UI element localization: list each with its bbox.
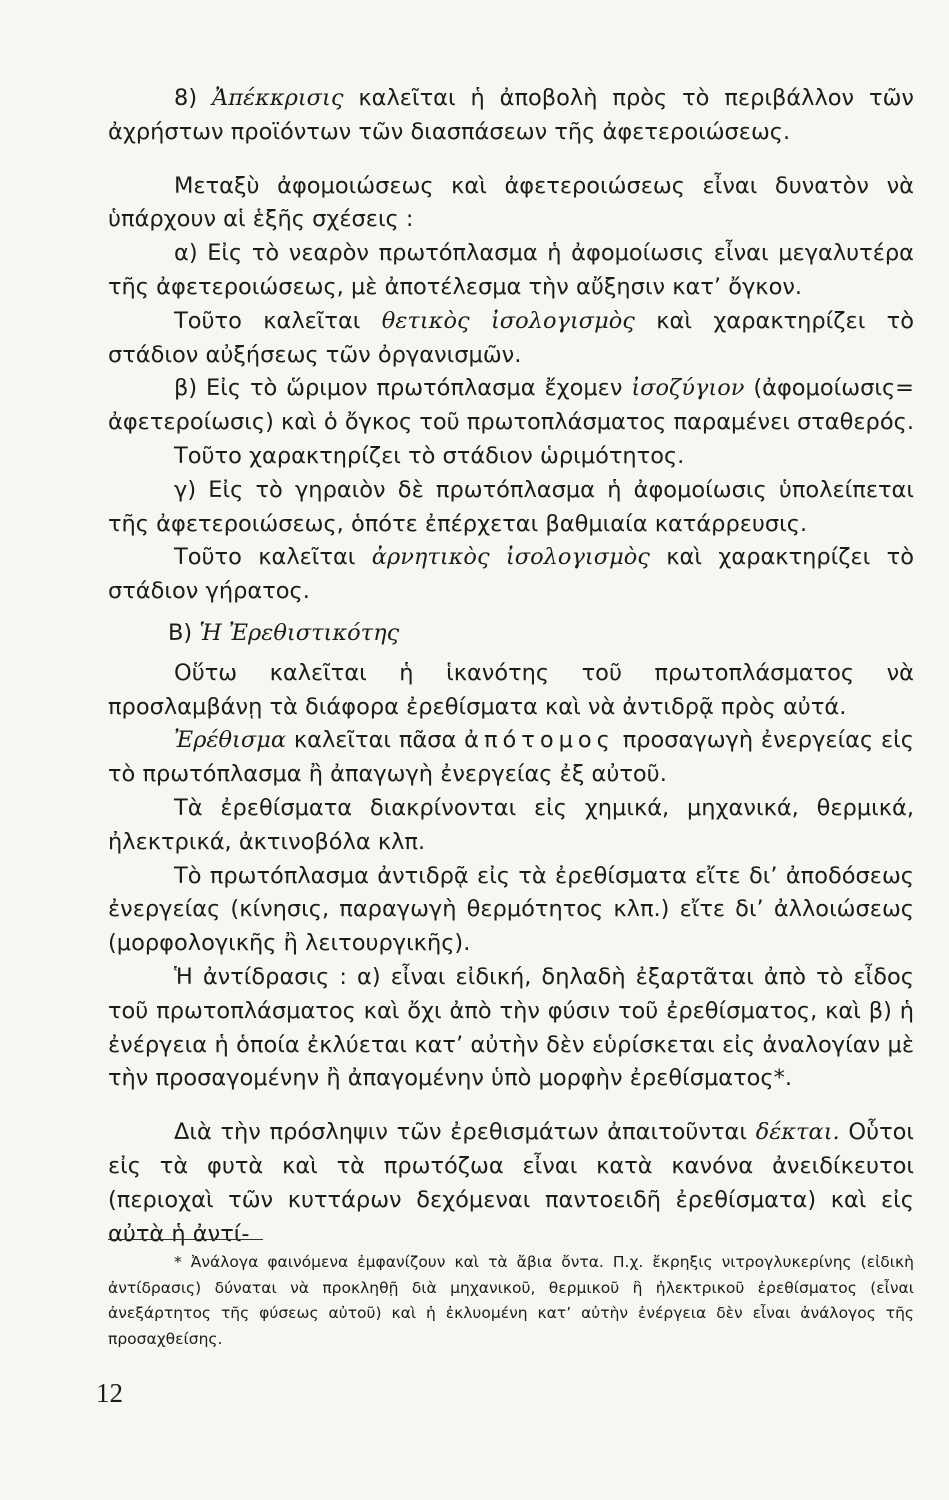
paragraph-response: Τὸ πρωτόπλασμα ἀντιδρᾷ εἰς τὰ ἐρεθίσματα εἴτε δι’ ἀποδόσεως ἐνεργείας (κίνησις, παραγωγὴ θερμότητος κλπ.) εἴτε δι’ ἀλλοιώσεως (μορφολογικῆς ἢ λειτουργικῆς). bbox=[108, 862, 914, 957]
main-text bbox=[108, 82, 914, 1251]
page-number: 12 bbox=[96, 1378, 123, 1408]
item-marker: 8) bbox=[174, 85, 198, 111]
paragraph-positive-balance: Τοῦτο καλεῖται θετικὸς ἰσολογισμὸς καὶ χαρακτηρίζει τὸ στάδιον αὐξήσεως τῶν ὀργανισμῶν. bbox=[108, 307, 914, 368]
term-stimulus: Ἐρέθισμα bbox=[174, 727, 287, 754]
footnote-divider bbox=[108, 1239, 263, 1240]
spaced-word: ἀπότομος bbox=[464, 727, 615, 754]
paragraph-text: καλεῖται ἡ ἀποβολὴ πρὸς τὸ περιβάλλον τῶν ἀχρήστων προϊόντων τῶν διασπάσεων τῆς ἀφετεροιώσεως. bbox=[108, 85, 914, 145]
term-equilibrium: ἰσοζύγιον bbox=[631, 375, 745, 402]
paragraph-old-protoplasm: γ) Εἰς τὸ γηραιὸν δὲ πρωτόπλασμα ἡ ἀφομοίωσις ὑπολείπεται τῆς ἀφετεροιώσεως, ὁπότε ἐπέρχεται βαθμιαία κατάρρευσις. bbox=[108, 476, 914, 537]
section-heading bbox=[168, 617, 914, 651]
paragraph-maturity: Τοῦτο χαρακτηρίζει τὸ στάδιον ὡριμότητος. bbox=[174, 442, 685, 469]
paragraph-negative-balance: Τοῦτο καλεῖται ἀρνητικὸς ἰσολογισμὸς καὶ χαρακτηρίζει τὸ στάδιον γήρατος. bbox=[108, 544, 914, 605]
paragraph-mature-protoplasm: β) Εἰς τὸ ὥριμον πρωτόπλασμα ἔχομεν ἰσοζύγιον (ἀφομοίωσις= ἀφετεροίωσις) καὶ ὁ ὄγκος τοῦ πρωτοπλάσματος παραμένει σταθερός. bbox=[108, 375, 915, 436]
footnote: * Ἀνάλογα φαινόμενα ἐμφανίζουν καὶ τὰ ἄβια ὄντα. Π.χ. ἔκρηξις νιτρογλυκερίνης (εἰδικὴ ἀντίδρασις) δύναται νὰ προκληθῇ διὰ μηχανικοῦ, θερμικοῦ ἢ ἠλεκτρικοῦ ἐρεθίσματος (εἶναι ἀνεξάρτητος τῆς φύσεως αὐτοῦ) καὶ ἡ ἐκλυομένη κατ’ αὐτὴν ἐνέργεια δὲν εἶναι ἀνάλογος τῆς προσαχθείσης. bbox=[108, 1253, 914, 1348]
paragraph-irritability: Οὕτω καλεῖται ἡ ἱκανότης τοῦ πρωτοπλάσματος νὰ προσλαμβάνῃ τὰ διάφορα ἐρεθίσματα καὶ νὰ ἀντιδρᾷ πρὸς αὐτά. bbox=[108, 659, 914, 720]
term-negative-balance: ἀρνητικὸς ἰσολογισμὸς bbox=[371, 544, 650, 571]
paragraph-stimulus: Ἐρέθισμα καλεῖται πᾶσα ἀπότομος προσαγωγὴ ἐνεργείας εἰς τὸ πρωτόπλασμα ἢ ἀπαγωγὴ ἐνεργείας ἐξ αὐτοῦ. bbox=[108, 727, 915, 788]
term-positive-balance: θετικὸς ἰσολογισμὸς bbox=[381, 307, 635, 334]
paragraph-gap bbox=[108, 150, 914, 170]
term-excretion: Ἀπέκκρισις bbox=[212, 85, 344, 111]
section-marker: Β) bbox=[168, 619, 193, 646]
paragraph-excretion bbox=[108, 82, 914, 150]
paragraph-stimulus-types: Τὰ ἐρεθίσματα διακρίνονται εἰς χημικά, μηχανικά, θερμικά, ἠλεκτρικά, ἀκτινοβόλα κλπ. bbox=[108, 794, 914, 855]
paragraph-young-protoplasm: α) Εἰς τὸ νεαρὸν πρωτόπλασμα ἡ ἀφομοίωσις εἶναι μεγαλυτέρα τῆς ἀφετεροιώσεως, μὲ ἀποτέλεσμα τὴν αὔξησιν κατ’ ὄγκον. bbox=[108, 240, 914, 300]
section-title: Ἡ Ἐρεθιστικότης bbox=[199, 619, 400, 646]
paragraph-reaction: Ἡ ἀντίδρασις : α) εἶναι εἰδική, δηλαδὴ ἐξαρτᾶται ἀπὸ τὸ εἶδος τοῦ πρωτοπλάσματος καὶ ὄχι ἀπὸ τὴν φύσιν τοῦ ἐρεθίσματος, καὶ β) ἡ ἐνέργεια ἡ ὁποία ἐκλύεται κατ’ αὐτὴν δὲν εὑρίσκεται εἰς ἀναλογίαν μὲ τὴν προσαγομένην ἢ ἀπαγομένην ὑπὸ μορφὴν ἐρεθίσματος*. bbox=[108, 963, 914, 1092]
paragraph-gap bbox=[108, 1096, 914, 1116]
term-receptors: δέκται. bbox=[755, 1119, 840, 1146]
paragraph-receptors: Διὰ τὴν πρόσληψιν τῶν ἐρεθισμάτων ἀπαιτοῦνται δέκται. Οὗτοι εἰς τὰ φυτὰ καὶ τὰ πρωτόζωα εἶναι κατὰ κανόνα ἀνειδίκευτοι (περιοχαὶ τῶν κυττάρων δεχόμεναι παντοειδῆ ἐρεθίσματα) καὶ εἰς αὐτὰ ἡ ἀντί- bbox=[108, 1119, 915, 1247]
paragraph-relations-intro: Μεταξὺ ἀφομοιώσεως καὶ ἀφετεροιώσεως εἶναι δυνατὸν νὰ ὑπάρχουν αἱ ἑξῆς σχέσεις : bbox=[108, 172, 914, 233]
